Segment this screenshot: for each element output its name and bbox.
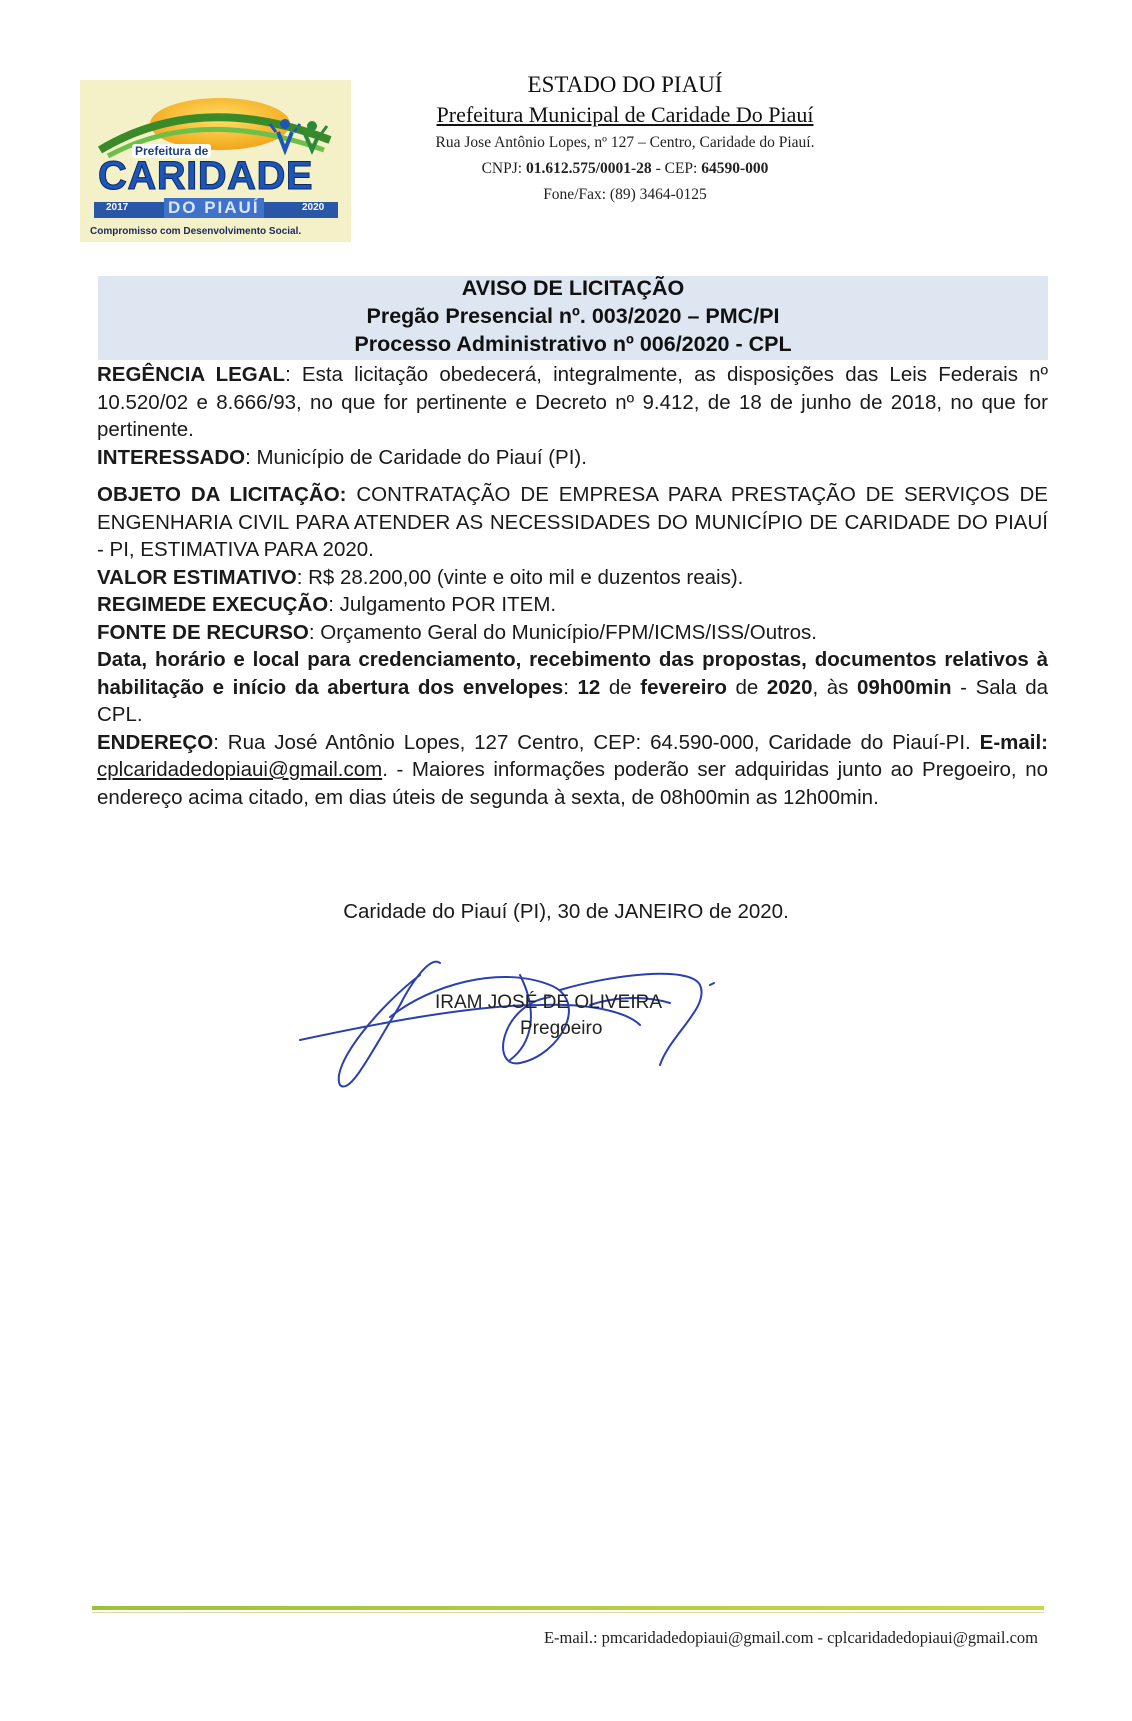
state-name: ESTADO DO PIAUÍ (527, 72, 723, 97)
regime-paragraph: REGIMEDE EXECUÇÃO: Julgamento POR ITEM. (97, 593, 557, 616)
prefeitura-name: Prefeitura Municipal de Caridade Do Piauí (436, 102, 814, 127)
signer-role: Pregoeiro (520, 1018, 603, 1039)
notice-body (97, 361, 1048, 811)
cpl-email-link[interactable]: cplcaridadedopiaui@gmail.com (97, 758, 383, 781)
logo-subname: DO PIAUÍ (164, 198, 264, 218)
logo-name: CARIDADE (98, 154, 314, 198)
fonte-paragraph: FONTE DE RECURSO: Orçamento Geral do Município/FPM/ICMS/ISS/Outros. (97, 620, 817, 644)
municipality-logo (80, 80, 351, 242)
footer-rule (92, 1606, 1044, 1610)
cep-value: 64590-000 (701, 160, 769, 177)
logo-year-end: 2020 (302, 202, 325, 213)
objeto-paragraph: OBJETO DA LICITAÇÃO: CONTRATAÇÃO DE EMPRESA PARA PRESTAÇÃO DE SERVIÇOS DE ENGENHARIA CIVIL PARA ATENDER AS NECESSIDADES DO MUNICÍPIO DE CARIDADE DO PIAUÍ - PI, ESTIMATIVA PARA 2020. (97, 483, 1048, 561)
letterhead (360, 70, 890, 208)
signer-name: IRAM JOSÉ DE OLIVEIRA (435, 992, 662, 1013)
logo-motto: Compromisso com Desenvolvimento Social. (90, 226, 302, 237)
valor-paragraph: VALOR ESTIMATIVO: R$ 28.200,00 (vinte e oito mil e duzentos reais). (97, 565, 744, 589)
notice-title-line2: Pregão Presencial nº. 003/2020 – PMC/PI (366, 304, 780, 328)
logo-prefeitura-text: Prefeitura de (132, 144, 211, 158)
footer-rule-thin (92, 1612, 1044, 1613)
cnpj-value: 01.612.575/0001-28 (525, 160, 652, 177)
notice-title-line3: Processo Administrativo nº 006/2020 - CPL (354, 332, 792, 356)
interessado-paragraph: INTERESSADO: Município de Caridade do Piauí (PI). (97, 445, 587, 469)
logo-year-start: 2017 (106, 202, 129, 213)
endereco-paragraph: ENDEREÇO: Rua José Antônio Lopes, 127 Centro, CEP: 64.590-000, Caridade do Piauí-PI. E-mail: cplcaridadedopiaui@gmail.com. - Maiores informações poderão ser adquiridas junto ao Pregoeiro, no endereço acima citado, em dias úteis de segunda à sexta, de 08h00min as 12h00min. (97, 730, 1048, 809)
phone-line: Fone/Fax: (89) 3464-0125 (543, 186, 707, 203)
footer-emails: E-mail.: pmcaridadedopiaui@gmail.com - cplcaridadedopiaui@gmail.com (543, 1628, 1038, 1647)
cnpj-cep-line: CNPJ: 01.612.575/0001-28 - CEP: 64590-000 (481, 160, 769, 177)
notice-title-line1: AVISO DE LICITAÇÃO (461, 276, 685, 300)
place-date: Caridade do Piauí (PI), 30 de JANEIRO de 2020. (343, 900, 789, 923)
prefeitura-address: Rua Jose Antônio Lopes, nº 127 – Centro, Caridade do Piauí. (435, 134, 815, 151)
data-paragraph: Data, horário e local para credenciamento, recebimento das propostas, documentos relativos à habilitação e início da abertura dos envelopes: 12 de fevereiro de 2020, às 09h00min - Sala da CPL. (97, 648, 1048, 726)
notice-title (98, 274, 1048, 358)
regencia-paragraph: REGÊNCIA LEGAL: Esta licitação obedecerá, integralmente, as disposições das Leis Federais nº 10.520/02 e 8.666/93, no que for pertinente e Decreto nº 9.412, de 18 de junho de 2018, no que for pertinente. (97, 363, 1048, 441)
